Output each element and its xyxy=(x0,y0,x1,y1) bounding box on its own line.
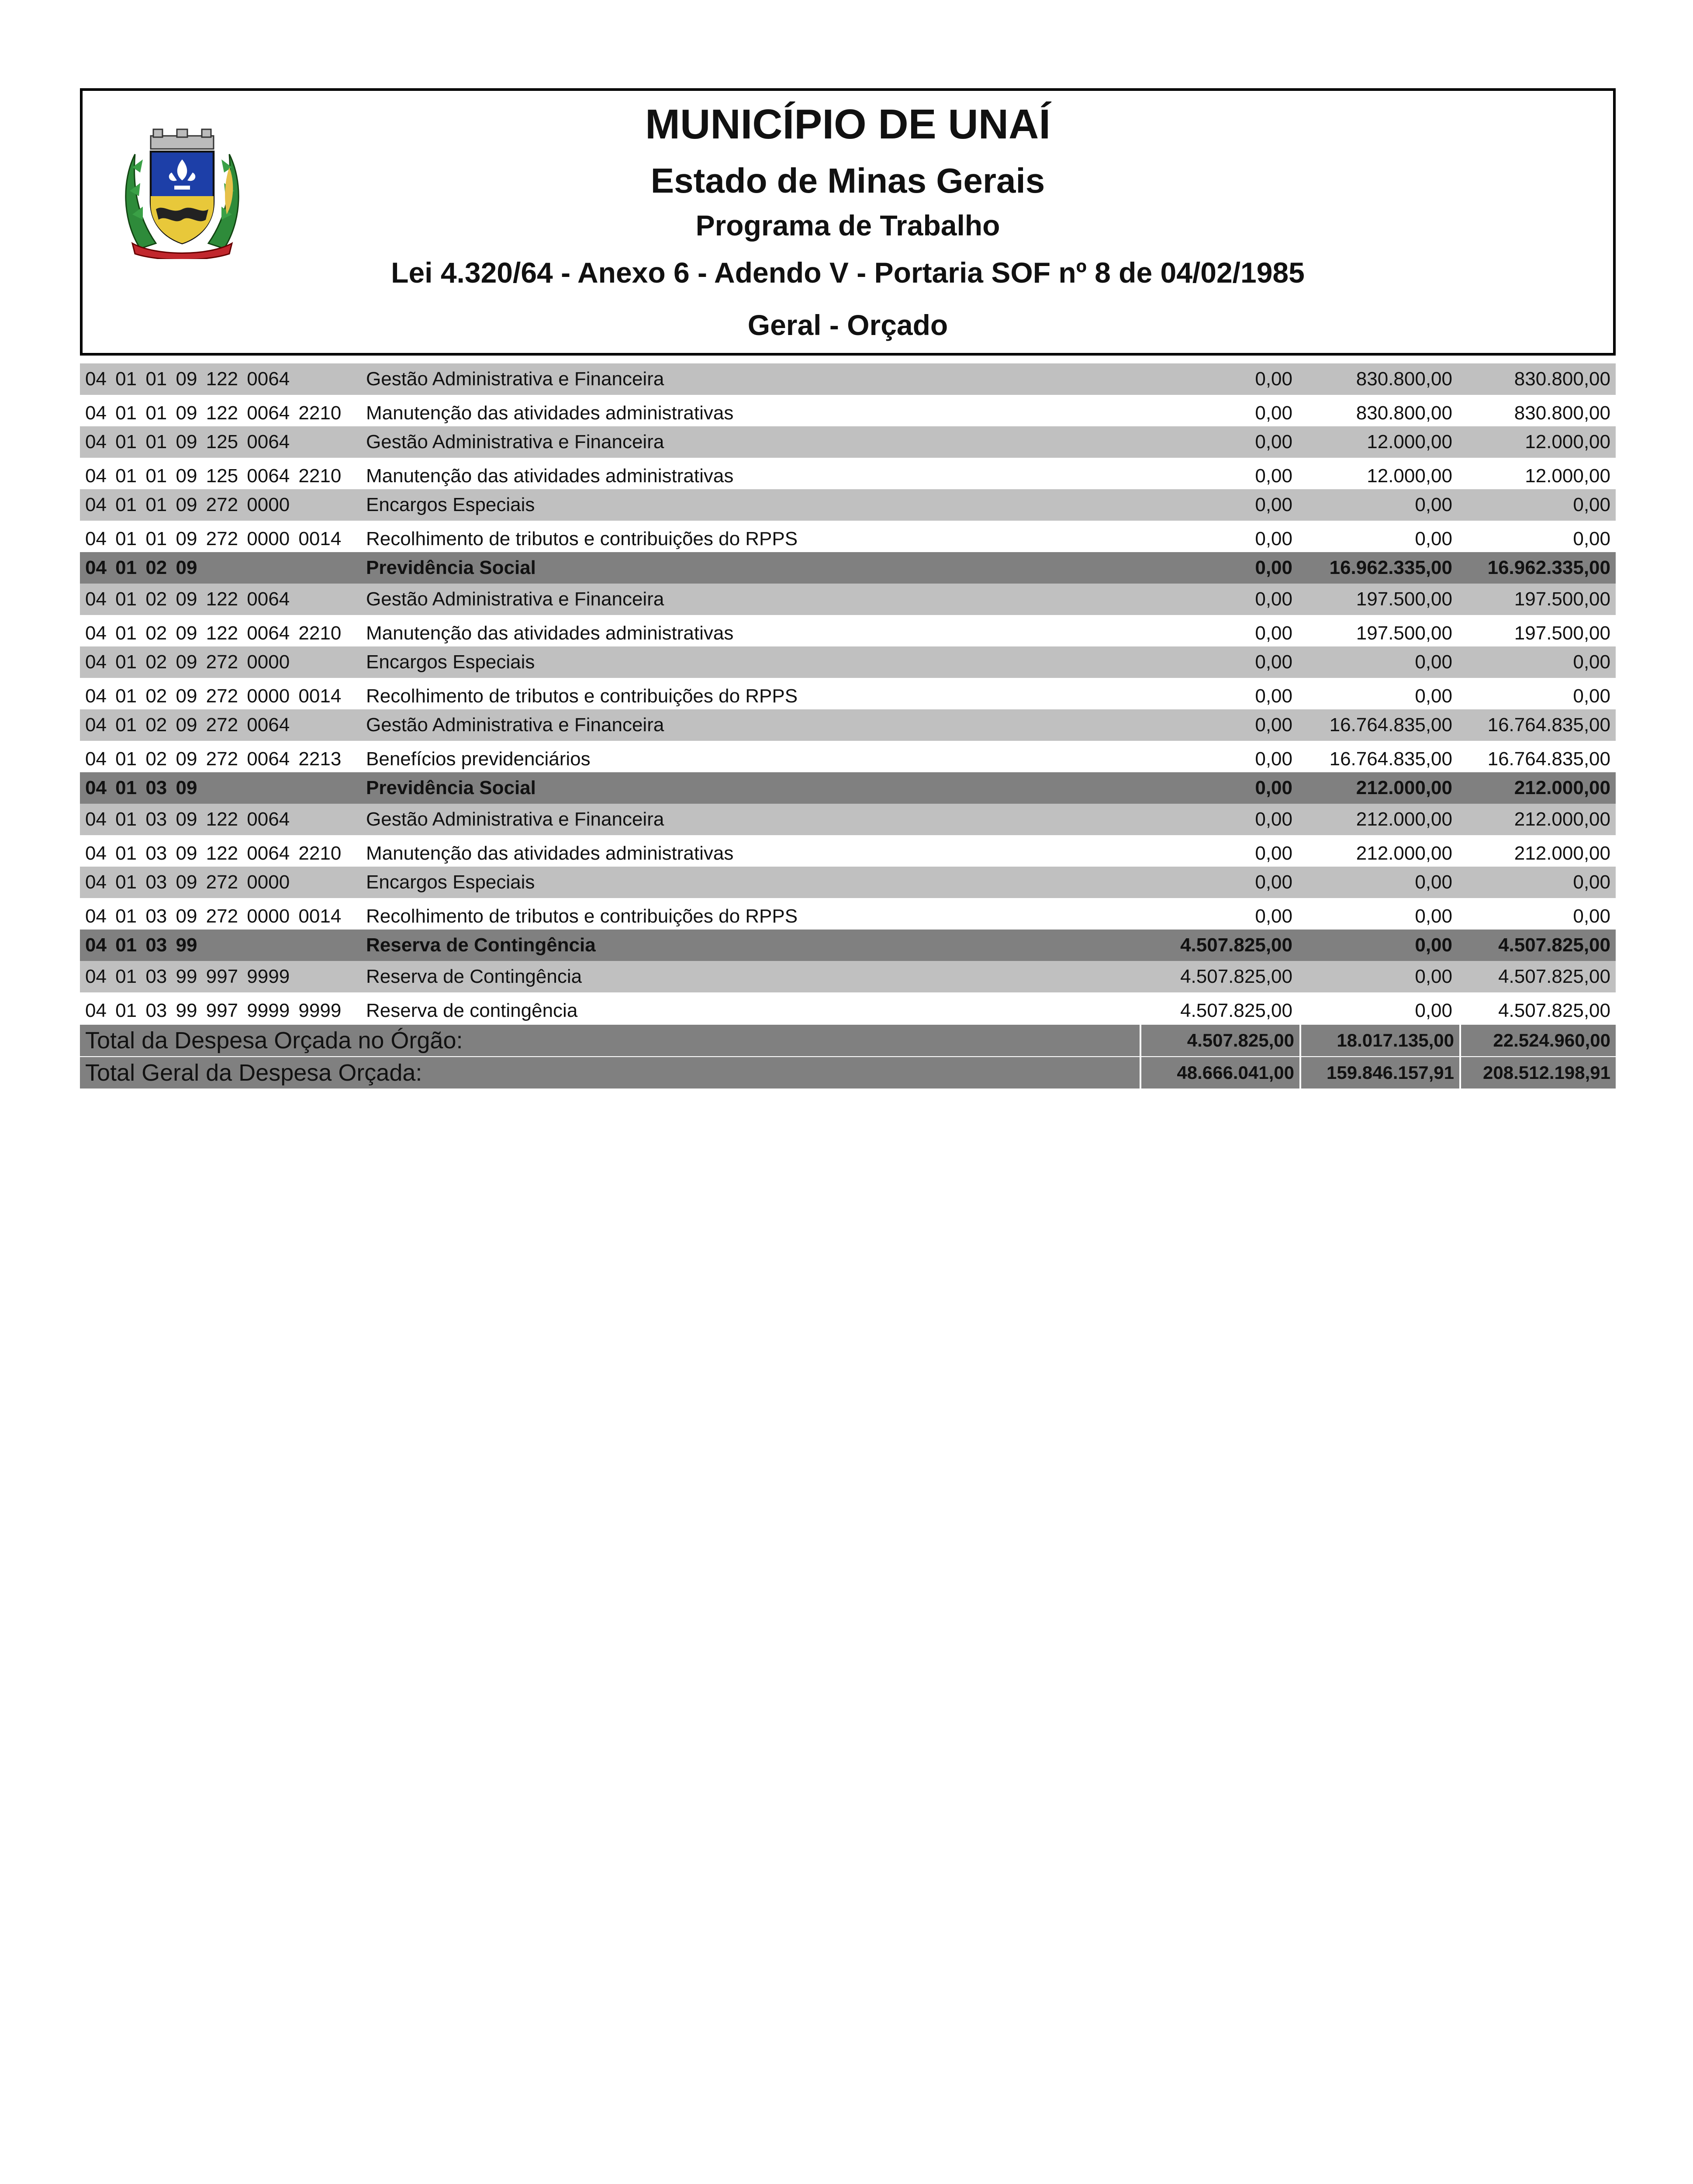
row-value-3: 212.000,00 xyxy=(1514,777,1610,798)
row-value-2: 0,00 xyxy=(1415,494,1452,515)
row-value-2: 212.000,00 xyxy=(1356,777,1452,798)
table-row xyxy=(80,584,1616,615)
table-row xyxy=(80,363,1616,395)
row-value-2: 212.000,00 xyxy=(1356,809,1452,830)
total-geral-label: Total Geral da Despesa Orçada: xyxy=(85,1060,422,1086)
row-description: Benefícios previdenciários xyxy=(366,748,591,770)
table-row xyxy=(80,426,1616,458)
row-description: Manutenção das atividades administrativas xyxy=(366,465,734,487)
row-value-1: 0,00 xyxy=(1255,651,1292,673)
municipality-title: MUNICÍPIO DE UNAÍ xyxy=(645,101,1051,148)
row-code: 04 01 03 99 997 9999 9999 xyxy=(85,1000,342,1021)
table-row xyxy=(80,709,1616,741)
row-value-3: 212.000,00 xyxy=(1514,809,1610,830)
row-description: Encargos Especiais xyxy=(366,651,535,673)
row-value-2: 830.800,00 xyxy=(1356,368,1452,390)
row-value-1: 0,00 xyxy=(1255,905,1292,927)
row-value-3: 197.500,00 xyxy=(1514,622,1610,644)
row-value-2: 12.000,00 xyxy=(1367,431,1452,453)
table-row xyxy=(80,489,1616,521)
table-row xyxy=(80,804,1616,835)
row-value-1: 0,00 xyxy=(1255,843,1292,864)
report-type: Geral - Orçado xyxy=(747,309,948,341)
row-description: Encargos Especiais xyxy=(366,494,535,515)
row-value-2: 0,00 xyxy=(1415,905,1452,927)
row-value-3: 16.962.335,00 xyxy=(1487,557,1610,578)
row-value-2: 0,00 xyxy=(1415,1000,1452,1021)
total-orgao-value-2: 18.017.135,00 xyxy=(1299,1025,1459,1056)
row-code: 04 01 02 09 122 0064 xyxy=(85,588,290,610)
row-value-1: 0,00 xyxy=(1255,368,1292,390)
total-geral-value-2: 159.846.157,91 xyxy=(1299,1057,1459,1089)
row-code: 04 01 03 09 122 0064 2210 xyxy=(85,843,342,864)
row-value-1: 4.507.825,00 xyxy=(1180,934,1292,956)
row-value-3: 12.000,00 xyxy=(1525,465,1610,487)
row-value-1: 0,00 xyxy=(1255,528,1292,549)
row-description: Reserva de Contingência xyxy=(366,966,582,987)
row-value-2: 16.764.835,00 xyxy=(1329,714,1452,736)
row-description: Gestão Administrativa e Financeira xyxy=(366,809,664,830)
table-row xyxy=(80,992,1616,1024)
row-value-3: 0,00 xyxy=(1573,528,1610,549)
row-value-2: 830.800,00 xyxy=(1356,402,1452,424)
row-description: Recolhimento de tributos e contribuições do RPPS xyxy=(366,528,798,549)
state-subtitle: Estado de Minas Gerais xyxy=(650,161,1045,200)
row-value-2: 0,00 xyxy=(1415,528,1452,549)
table-row xyxy=(80,615,1616,646)
row-code: 04 01 02 09 xyxy=(85,557,197,578)
report-header xyxy=(80,88,1616,356)
row-value-1: 0,00 xyxy=(1255,714,1292,736)
row-code: 04 01 03 09 272 0000 0014 xyxy=(85,905,342,927)
row-code: 04 01 01 09 125 0064 2210 xyxy=(85,465,342,487)
table-row xyxy=(80,867,1616,898)
table-row xyxy=(80,521,1616,552)
row-code: 04 01 02 09 272 0064 2213 xyxy=(85,748,342,770)
row-value-3: 0,00 xyxy=(1573,905,1610,927)
row-value-1: 4.507.825,00 xyxy=(1180,1000,1292,1021)
row-value-1: 0,00 xyxy=(1255,622,1292,644)
table-row xyxy=(80,772,1616,804)
row-value-3: 212.000,00 xyxy=(1514,843,1610,864)
row-value-3: 830.800,00 xyxy=(1514,368,1610,390)
table-row xyxy=(80,898,1616,930)
row-value-3: 4.507.825,00 xyxy=(1498,1000,1610,1021)
row-value-2: 16.962.335,00 xyxy=(1329,557,1452,578)
row-value-2: 0,00 xyxy=(1415,966,1452,987)
row-value-3: 0,00 xyxy=(1573,685,1610,707)
row-value-3: 4.507.825,00 xyxy=(1498,934,1610,956)
total-orgao-label: Total da Despesa Orçada no Órgão: xyxy=(85,1027,463,1054)
row-value-3: 0,00 xyxy=(1573,494,1610,515)
row-value-3: 4.507.825,00 xyxy=(1498,966,1610,987)
row-code: 04 01 01 09 272 0000 0014 xyxy=(85,528,342,549)
row-description: Recolhimento de tributos e contribuições do RPPS xyxy=(366,685,798,707)
row-description: Gestão Administrativa e Financeira xyxy=(366,431,664,453)
row-value-1: 0,00 xyxy=(1255,748,1292,770)
row-value-2: 197.500,00 xyxy=(1356,622,1452,644)
total-geral-value-1: 48.666.041,00 xyxy=(1140,1057,1299,1089)
table-rows xyxy=(80,363,1616,1024)
table-row xyxy=(80,552,1616,584)
row-value-1: 0,00 xyxy=(1255,557,1292,578)
total-orgao-row xyxy=(80,1025,1616,1056)
table-row xyxy=(80,741,1616,772)
row-value-3: 0,00 xyxy=(1573,651,1610,673)
row-description: Gestão Administrativa e Financeira xyxy=(366,588,664,610)
row-value-1: 0,00 xyxy=(1255,588,1292,610)
row-code: 04 01 02 09 272 0000 xyxy=(85,651,290,673)
table-row xyxy=(80,835,1616,867)
row-code: 04 01 03 99 997 9999 xyxy=(85,966,290,987)
row-value-3: 830.800,00 xyxy=(1514,402,1610,424)
row-description: Previdência Social xyxy=(366,557,536,578)
row-value-3: 0,00 xyxy=(1573,871,1610,893)
row-value-2: 0,00 xyxy=(1415,685,1452,707)
total-orgao-value-1: 4.507.825,00 xyxy=(1140,1025,1299,1056)
row-value-1: 0,00 xyxy=(1255,871,1292,893)
row-value-2: 16.764.835,00 xyxy=(1329,748,1452,770)
total-geral-row xyxy=(80,1057,1616,1089)
row-description: Previdência Social xyxy=(366,777,536,798)
row-code: 04 01 01 09 272 0000 xyxy=(85,494,290,515)
table-row xyxy=(80,395,1616,426)
budget-table xyxy=(80,363,1616,1089)
row-value-1: 0,00 xyxy=(1255,402,1292,424)
row-code: 04 01 02 09 272 0000 0014 xyxy=(85,685,342,707)
row-value-3: 16.764.835,00 xyxy=(1487,748,1610,770)
row-description: Encargos Especiais xyxy=(366,871,535,893)
row-value-1: 4.507.825,00 xyxy=(1180,966,1292,987)
program-title: Programa de Trabalho xyxy=(695,209,1000,242)
row-code: 04 01 01 09 122 0064 2210 xyxy=(85,402,342,424)
row-code: 04 01 03 09 xyxy=(85,777,197,798)
row-value-1: 0,00 xyxy=(1255,465,1292,487)
row-code: 04 01 03 99 xyxy=(85,934,197,956)
row-value-1: 0,00 xyxy=(1255,685,1292,707)
row-code: 04 01 03 09 122 0064 xyxy=(85,809,290,830)
table-row xyxy=(80,458,1616,489)
row-value-2: 0,00 xyxy=(1415,934,1452,956)
table-row xyxy=(80,930,1616,961)
row-value-2: 197.500,00 xyxy=(1356,588,1452,610)
row-value-1: 0,00 xyxy=(1255,431,1292,453)
row-description: Reserva de contingência xyxy=(366,1000,578,1021)
row-description: Reserva de Contingência xyxy=(366,934,596,956)
row-description: Manutenção das atividades administrativas xyxy=(366,843,734,864)
row-value-1: 0,00 xyxy=(1255,494,1292,515)
row-code: 04 01 02 09 272 0064 xyxy=(85,714,290,736)
row-code: 04 01 02 09 122 0064 2210 xyxy=(85,622,342,644)
row-value-3: 12.000,00 xyxy=(1525,431,1610,453)
row-description: Manutenção das atividades administrativas xyxy=(366,402,734,424)
row-value-2: 12.000,00 xyxy=(1367,465,1452,487)
table-row xyxy=(80,646,1616,678)
row-value-2: 0,00 xyxy=(1415,651,1452,673)
row-value-2: 0,00 xyxy=(1415,871,1452,893)
row-value-3: 197.500,00 xyxy=(1514,588,1610,610)
row-code: 04 01 01 09 122 0064 xyxy=(85,368,290,390)
table-row xyxy=(80,961,1616,992)
total-geral-value-3: 208.512.198,91 xyxy=(1459,1057,1616,1089)
row-code: 04 01 03 09 272 0000 xyxy=(85,871,290,893)
row-value-1: 0,00 xyxy=(1255,809,1292,830)
row-value-3: 16.764.835,00 xyxy=(1487,714,1610,736)
row-description: Gestão Administrativa e Financeira xyxy=(366,368,664,390)
table-row xyxy=(80,678,1616,709)
row-description: Manutenção das atividades administrativas xyxy=(366,622,734,644)
row-value-2: 212.000,00 xyxy=(1356,843,1452,864)
total-orgao-value-3: 22.524.960,00 xyxy=(1459,1025,1616,1056)
row-description: Gestão Administrativa e Financeira xyxy=(366,714,664,736)
row-description: Recolhimento de tributos e contribuições do RPPS xyxy=(366,905,798,927)
legal-reference: Lei 4.320/64 - Anexo 6 - Adendo V - Portaria SOF nº 8 de 04/02/1985 xyxy=(391,256,1305,289)
row-value-1: 0,00 xyxy=(1255,777,1292,798)
row-code: 04 01 01 09 125 0064 xyxy=(85,431,290,453)
